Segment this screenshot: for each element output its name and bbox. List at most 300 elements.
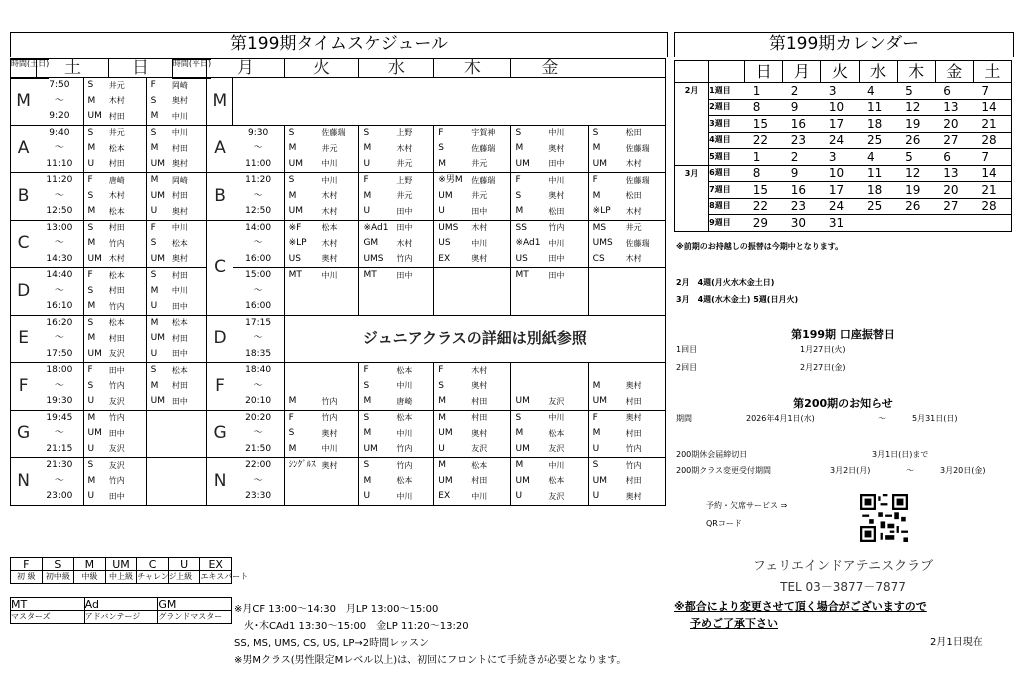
weekday-level: UM bbox=[588, 394, 625, 410]
weekday-coach: 井元 bbox=[471, 159, 488, 169]
weekday-time: 12:50 bbox=[245, 206, 272, 217]
sun-coach: 村田 bbox=[171, 381, 188, 391]
weekday-level bbox=[434, 268, 471, 284]
weekday-level: EX bbox=[434, 252, 471, 268]
weekday-coach: 奥村 bbox=[471, 381, 488, 391]
weekend-time: 14:40 bbox=[46, 270, 73, 281]
weekday-level: F bbox=[434, 125, 471, 141]
weekday-coach: 木村 bbox=[625, 254, 642, 264]
weekend-time: 19:45 bbox=[46, 412, 73, 423]
calendar-week-label: 9週目 bbox=[709, 215, 745, 232]
weekday-level bbox=[511, 299, 548, 315]
weekday-coach bbox=[471, 284, 511, 300]
calendar-date: 2 bbox=[783, 83, 821, 100]
weekend-time: 23:00 bbox=[46, 491, 73, 502]
notice-period-end: 5月31日(日) bbox=[912, 414, 958, 423]
weekday-level bbox=[434, 299, 471, 315]
weekday-coach: 井元 bbox=[321, 143, 338, 153]
weekday-level: GM bbox=[359, 236, 396, 252]
sun-coach: 奥村 bbox=[171, 206, 188, 216]
weekday-coach: 中川 bbox=[548, 460, 565, 470]
sat-coach: 友沢 bbox=[108, 460, 125, 470]
sun-coach: 村田 bbox=[171, 270, 188, 280]
weekday-coach bbox=[322, 299, 359, 315]
sat-level: M bbox=[83, 204, 109, 220]
calendar-date: 13 bbox=[935, 99, 973, 116]
sun-level: U bbox=[146, 347, 172, 363]
calendar-date: 22 bbox=[745, 198, 783, 215]
weekday-coach: 松本 bbox=[396, 413, 413, 423]
weekday-coach: 上野 bbox=[396, 128, 413, 138]
schedule-row bbox=[11, 284, 666, 300]
sun-level: S bbox=[146, 125, 172, 141]
weekday-coach: 竹内 bbox=[396, 254, 413, 264]
level-name: チャレンジ bbox=[137, 571, 169, 584]
weekday-level bbox=[359, 284, 396, 300]
sat-level: M bbox=[83, 474, 109, 490]
weekday-level: U bbox=[434, 442, 471, 458]
calendar-week-row bbox=[675, 165, 1012, 182]
weekday-coach: 村田 bbox=[625, 428, 642, 438]
sat-coach: 松本 bbox=[108, 318, 125, 328]
calendar-date: 25 bbox=[859, 198, 897, 215]
weekday-coach: 奥村 bbox=[471, 254, 488, 264]
calendar-week-label: 8週目 bbox=[709, 198, 745, 215]
sat-coach: 村田 bbox=[108, 223, 125, 233]
weekday-level: U bbox=[359, 157, 396, 173]
sat-level: M bbox=[83, 236, 109, 252]
qr-code-icon[interactable] bbox=[860, 494, 908, 542]
weekday-slot-label: C bbox=[207, 220, 233, 315]
sat-level: U bbox=[83, 489, 109, 505]
weekday-coach: 上野 bbox=[396, 175, 413, 185]
weekday-coach: 井元 bbox=[471, 191, 488, 201]
header-wed: 水 bbox=[359, 59, 434, 78]
weekday-level: MT bbox=[511, 268, 548, 284]
weekday-coach: 井元 bbox=[396, 191, 413, 201]
weekday-coach: 田中 bbox=[548, 159, 565, 169]
weekday-level: MT bbox=[284, 268, 321, 284]
weekday-level bbox=[588, 299, 625, 315]
weekday-level: US bbox=[511, 252, 548, 268]
weekend-time: 11:20 bbox=[46, 175, 73, 186]
master-code: Ad bbox=[84, 598, 158, 611]
sun-level: UM bbox=[146, 394, 172, 410]
weekday-coach: 唐崎 bbox=[396, 396, 413, 406]
weekday-coach: 松本 bbox=[396, 365, 413, 375]
sat-level: M bbox=[83, 141, 109, 157]
notice-deadline1-date: 3月1日(日)まで bbox=[872, 450, 929, 459]
calendar-date: 15 bbox=[745, 182, 783, 199]
calendar-week-label: 3週目 bbox=[709, 116, 745, 133]
weekday-time: ～ bbox=[253, 333, 263, 344]
calendar-date: 16 bbox=[783, 116, 821, 133]
calendar-week-row bbox=[675, 182, 1012, 199]
weekday-level: U bbox=[511, 489, 548, 505]
sun-level bbox=[146, 442, 172, 458]
calendar-date: 9 bbox=[783, 165, 821, 182]
club-name: フェリエインドアテニスクラブ bbox=[752, 559, 934, 574]
weekday-coach bbox=[548, 284, 588, 300]
note-4: ※男Mクラス(男性限定Mレベル以上)は、初回にフロントにて手続きが必要となります。 bbox=[234, 655, 627, 666]
weekday-coach: 中川 bbox=[396, 428, 413, 438]
weekday-coach: 奥村 bbox=[321, 428, 338, 438]
weekday-coach: 木村 bbox=[625, 159, 642, 169]
weekday-coach: 奥村 bbox=[625, 381, 642, 391]
weekday-coach: 友沢 bbox=[548, 491, 565, 501]
weekend-time: ～ bbox=[54, 190, 64, 201]
sat-coach: 井元 bbox=[108, 128, 125, 138]
calendar-date: 21 bbox=[973, 182, 1011, 199]
sun-level: S bbox=[146, 268, 172, 284]
calendar-date: 16 bbox=[783, 182, 821, 199]
weekend-time: 9:40 bbox=[49, 127, 70, 138]
calendar-week-label: 5週目 bbox=[709, 149, 745, 166]
weekday-level: M bbox=[284, 394, 321, 410]
level-code: EX bbox=[200, 558, 232, 571]
weekday-level: UM bbox=[511, 442, 548, 458]
sun-coach: 岡崎 bbox=[171, 175, 188, 185]
calendar-date: 18 bbox=[859, 116, 897, 133]
weekday-time: 18:35 bbox=[245, 348, 272, 359]
weekday-level: M bbox=[511, 458, 548, 474]
weekday-coach: 村田 bbox=[471, 413, 488, 423]
weekend-slot-label: E bbox=[18, 328, 29, 349]
weekday-slot-label: N bbox=[207, 458, 233, 506]
weekday-coach: 竹内 bbox=[396, 444, 413, 454]
weekday-level bbox=[284, 299, 321, 315]
schedule-row bbox=[11, 379, 666, 395]
sun-coach: 田中 bbox=[171, 301, 188, 311]
weekday-level: S bbox=[588, 125, 625, 141]
sun-level: M bbox=[146, 284, 172, 300]
calendar-date: 8 bbox=[745, 165, 783, 182]
weekday-level: M bbox=[284, 442, 321, 458]
calendar-date: 31 bbox=[821, 215, 859, 232]
weekday-coach bbox=[322, 489, 359, 505]
weekday-coach: 宇賀神 bbox=[471, 128, 496, 138]
level-name: 上級 bbox=[168, 571, 200, 584]
sat-level: S bbox=[83, 315, 109, 331]
level-code: S bbox=[42, 558, 74, 571]
weekday-level bbox=[284, 363, 321, 379]
master-name: グランドマスター bbox=[158, 611, 232, 624]
sat-level: UM bbox=[83, 252, 109, 268]
weekday-coach: 松田 bbox=[548, 206, 565, 216]
sun-coach: 中川 bbox=[171, 223, 188, 233]
weekday-time: 20:10 bbox=[245, 396, 272, 407]
level-legend bbox=[10, 557, 249, 584]
weekday-level: U bbox=[359, 489, 396, 505]
weekend-time: ～ bbox=[54, 333, 64, 344]
sat-coach: 竹内 bbox=[108, 413, 125, 423]
weekend-time: 21:30 bbox=[46, 460, 73, 471]
calendar-date: 28 bbox=[973, 198, 1011, 215]
calendar-week-row bbox=[675, 198, 1012, 215]
weekend-time: ～ bbox=[54, 143, 64, 154]
sun-level: F bbox=[146, 220, 172, 236]
weekday-level: M bbox=[284, 189, 321, 205]
weekday-level bbox=[359, 299, 396, 315]
weekday-level: ※男M bbox=[434, 173, 471, 189]
weekday-coach bbox=[322, 379, 359, 395]
sun-level: M bbox=[146, 109, 172, 125]
calendar-date: 19 bbox=[897, 116, 935, 133]
calendar-month: 3月 bbox=[675, 165, 709, 182]
transfer-row1-label: 1回目 bbox=[676, 345, 698, 354]
weekday-coach: 松本 bbox=[548, 476, 565, 486]
schedule-table bbox=[10, 58, 666, 506]
sat-coach: 松本 bbox=[108, 143, 125, 153]
sun-level: UM bbox=[146, 252, 172, 268]
calendar-date bbox=[897, 215, 935, 232]
header-time_weekday: 時間(平日) bbox=[172, 59, 211, 79]
sun-coach: 松本 bbox=[171, 365, 188, 375]
calendar-date: 20 bbox=[935, 182, 973, 199]
calendar-date: 10 bbox=[821, 165, 859, 182]
weekend-slot-label: C bbox=[17, 233, 30, 254]
weekday-coach bbox=[548, 379, 588, 395]
weekday-level: ※F bbox=[284, 220, 321, 236]
sun-coach bbox=[172, 426, 207, 442]
sat-coach: 木村 bbox=[108, 191, 125, 201]
weekend-time: 12:50 bbox=[46, 206, 73, 217]
calendar-day-header: 火 bbox=[821, 61, 859, 83]
level-name: 初中級 bbox=[42, 571, 74, 584]
weekday-coach: 中川 bbox=[321, 175, 338, 185]
weekday-level: S bbox=[511, 410, 548, 426]
weekday-level: S bbox=[511, 125, 548, 141]
weekday-level bbox=[588, 284, 625, 300]
weekday-level: S bbox=[359, 458, 396, 474]
weekday-level: F bbox=[588, 410, 625, 426]
sat-level: U bbox=[83, 157, 109, 173]
weekday-level: M bbox=[434, 394, 471, 410]
calendar-date: 18 bbox=[859, 182, 897, 199]
weekday-coach: 友沢 bbox=[548, 444, 565, 454]
weekday-coach bbox=[471, 299, 511, 315]
weekday-level: UMS bbox=[588, 236, 625, 252]
sun-level bbox=[146, 489, 172, 505]
weekend-time: ～ bbox=[54, 285, 64, 296]
reservation-line2: QRコード bbox=[706, 519, 742, 528]
weekend-slot-label: A bbox=[17, 138, 30, 159]
master-code: MT bbox=[11, 598, 85, 611]
schedule-row bbox=[11, 189, 666, 205]
weekend-time: 11:10 bbox=[46, 158, 73, 169]
calendar-date: 13 bbox=[935, 165, 973, 182]
calendar-week-row bbox=[675, 149, 1012, 166]
calendar-date: 17 bbox=[821, 116, 859, 133]
weekday-slot-label: F bbox=[207, 363, 233, 411]
weekday-level: UMS bbox=[359, 252, 396, 268]
weekday-level: S bbox=[511, 189, 548, 205]
master-legend bbox=[10, 597, 232, 624]
weekday-coach: 中川 bbox=[548, 413, 565, 423]
weekday-coach: 中川 bbox=[396, 491, 413, 501]
note-2: 火･木CAd1 13:30～15:00 金LP 11:20～13:20 bbox=[234, 621, 469, 632]
sat-coach: 友沢 bbox=[108, 444, 125, 454]
weekday-level: U bbox=[434, 204, 471, 220]
weekday-level bbox=[434, 284, 471, 300]
weekday-level: MT bbox=[359, 268, 396, 284]
schedule-row bbox=[11, 489, 666, 505]
calendar-date bbox=[973, 215, 1011, 232]
weekday-level bbox=[284, 489, 321, 505]
weekend-slot-label: N bbox=[17, 470, 30, 491]
weekday-coach: 竹内 bbox=[548, 223, 565, 233]
weekday-slot-label: M bbox=[207, 78, 233, 126]
sat-level: U bbox=[83, 442, 109, 458]
weekday-level: M bbox=[359, 394, 396, 410]
level-name: 中級 bbox=[74, 571, 106, 584]
calendar-date: 26 bbox=[897, 198, 935, 215]
weekday-coach: 竹内 bbox=[625, 460, 642, 470]
calendar-month bbox=[675, 99, 709, 116]
weekday-time: ～ bbox=[253, 380, 263, 391]
calendar-date: 19 bbox=[897, 182, 935, 199]
header-sun: 日 bbox=[109, 59, 172, 78]
schedule-row bbox=[11, 315, 666, 331]
weekend-time: ～ bbox=[54, 380, 64, 391]
sun-level bbox=[146, 474, 172, 490]
calendar-date: 23 bbox=[783, 132, 821, 149]
calendar-date: 25 bbox=[859, 132, 897, 149]
weekday-level: F bbox=[511, 173, 548, 189]
notice-period-label: 期間 bbox=[676, 414, 692, 423]
schedule-row bbox=[11, 252, 666, 268]
sun-coach: 松本 bbox=[171, 238, 188, 248]
level-name: 中上級 bbox=[105, 571, 137, 584]
level-code: C bbox=[137, 558, 169, 571]
sat-level: U bbox=[83, 394, 109, 410]
weekday-coach bbox=[396, 284, 433, 300]
calendar-week-label: 7週目 bbox=[709, 182, 745, 199]
weekday-level: U bbox=[359, 204, 396, 220]
calendar-day-header: 木 bbox=[897, 61, 935, 83]
weekday-level: UM bbox=[434, 426, 471, 442]
weekday-coach: 奥村 bbox=[321, 460, 338, 470]
weekday-coach: 木村 bbox=[471, 223, 488, 233]
level-code: UM bbox=[105, 558, 137, 571]
sat-level: M bbox=[83, 410, 109, 426]
weekday-level: S bbox=[434, 379, 471, 395]
sun-level bbox=[146, 410, 172, 426]
weekday-coach: 田中 bbox=[396, 270, 413, 280]
schedule-row bbox=[11, 268, 666, 284]
weekend-time: 9:20 bbox=[49, 111, 70, 122]
weekend-slot-label: B bbox=[17, 185, 30, 206]
calendar-date: 15 bbox=[745, 116, 783, 133]
notice-deadline2-start: 3月2日(月) bbox=[830, 466, 871, 475]
weekday-coach: 竹内 bbox=[321, 396, 338, 406]
calendar-date: 11 bbox=[859, 165, 897, 182]
weekday-level: UM bbox=[359, 442, 396, 458]
calendar-date: 5 bbox=[897, 83, 935, 100]
calendar-month: 2月 bbox=[675, 83, 709, 100]
sun-coach: 中川 bbox=[171, 286, 188, 296]
notice-deadline2-end: 3月20日(金) bbox=[940, 466, 986, 475]
weekday-coach: 井元 bbox=[625, 223, 642, 233]
schedule-row bbox=[11, 426, 666, 442]
calendar-date: 27 bbox=[935, 198, 973, 215]
weekday-level: ※Ad1 bbox=[359, 220, 396, 236]
calendar-date: 22 bbox=[745, 132, 783, 149]
calendar-date: 17 bbox=[821, 182, 859, 199]
weekday-time: 17:15 bbox=[245, 317, 272, 328]
sun-coach: 中川 bbox=[171, 128, 188, 138]
calendar-table bbox=[674, 60, 1012, 232]
weekday-coach: 松本 bbox=[471, 460, 488, 470]
weekday-level: UM bbox=[511, 157, 548, 173]
calendar-date: 3 bbox=[821, 83, 859, 100]
weekday-coach: 中川 bbox=[321, 444, 338, 454]
sun-coach: 村田 bbox=[171, 333, 188, 343]
weekday-coach: 松本 bbox=[396, 476, 413, 486]
sun-coach bbox=[172, 489, 207, 505]
weekday-coach bbox=[322, 363, 359, 379]
sun-coach: 田中 bbox=[171, 396, 188, 406]
sat-level: UM bbox=[83, 109, 109, 125]
weekday-coach bbox=[548, 363, 588, 379]
weekday-level bbox=[588, 268, 625, 284]
weekday-coach bbox=[626, 284, 666, 300]
sun-level: S bbox=[146, 236, 172, 252]
calendar-date: 12 bbox=[897, 165, 935, 182]
sat-coach: 竹内 bbox=[108, 238, 125, 248]
weekend-time: 13:00 bbox=[46, 222, 73, 233]
weekday-coach: 松本 bbox=[548, 428, 565, 438]
sun-coach: 村田 bbox=[171, 143, 188, 153]
sun-level: F bbox=[146, 78, 172, 94]
weekday-coach bbox=[626, 268, 666, 284]
calendar-week-label: 1週目 bbox=[709, 83, 745, 100]
calendar-date: 7 bbox=[973, 83, 1011, 100]
sat-level: UM bbox=[83, 426, 109, 442]
weekday-coach: 中川 bbox=[548, 238, 565, 248]
calendar-date: 28 bbox=[973, 132, 1011, 149]
sun-level bbox=[146, 426, 172, 442]
warning-line2: 予めご了承下さい bbox=[690, 617, 778, 630]
weekday-level: M bbox=[434, 458, 471, 474]
sun-coach: 奥村 bbox=[171, 254, 188, 264]
weekday-coach bbox=[626, 299, 666, 315]
header-time_weekend: 時間(土日) bbox=[11, 59, 49, 79]
weekday-level: UMS bbox=[434, 220, 471, 236]
calendar-week-label: 2週目 bbox=[709, 99, 745, 116]
calendar-month bbox=[675, 116, 709, 133]
weekday-level: U bbox=[588, 489, 625, 505]
sun-coach: 岡崎 bbox=[171, 80, 188, 90]
weekday-level: S bbox=[284, 125, 321, 141]
weekend-time: ～ bbox=[54, 95, 64, 106]
weekday-level: UM bbox=[511, 394, 548, 410]
calendar-date: 5 bbox=[897, 149, 935, 166]
calendar-week-row bbox=[675, 83, 1012, 100]
as-of-date: 2月1日現在 bbox=[930, 637, 983, 648]
calendar-date: 12 bbox=[897, 99, 935, 116]
notice-deadline2-tilde: ～ bbox=[906, 466, 914, 475]
weekday-time: 15:00 bbox=[245, 270, 272, 281]
schedule-row bbox=[11, 204, 666, 220]
weekday-level: UM bbox=[284, 204, 321, 220]
weekday-level bbox=[511, 379, 548, 395]
weekday-level: ※Ad1 bbox=[511, 236, 548, 252]
level-code: M bbox=[74, 558, 106, 571]
weekday-time: 16:00 bbox=[245, 301, 272, 312]
calendar-date: 6 bbox=[935, 83, 973, 100]
sat-coach: 田中 bbox=[108, 491, 125, 501]
